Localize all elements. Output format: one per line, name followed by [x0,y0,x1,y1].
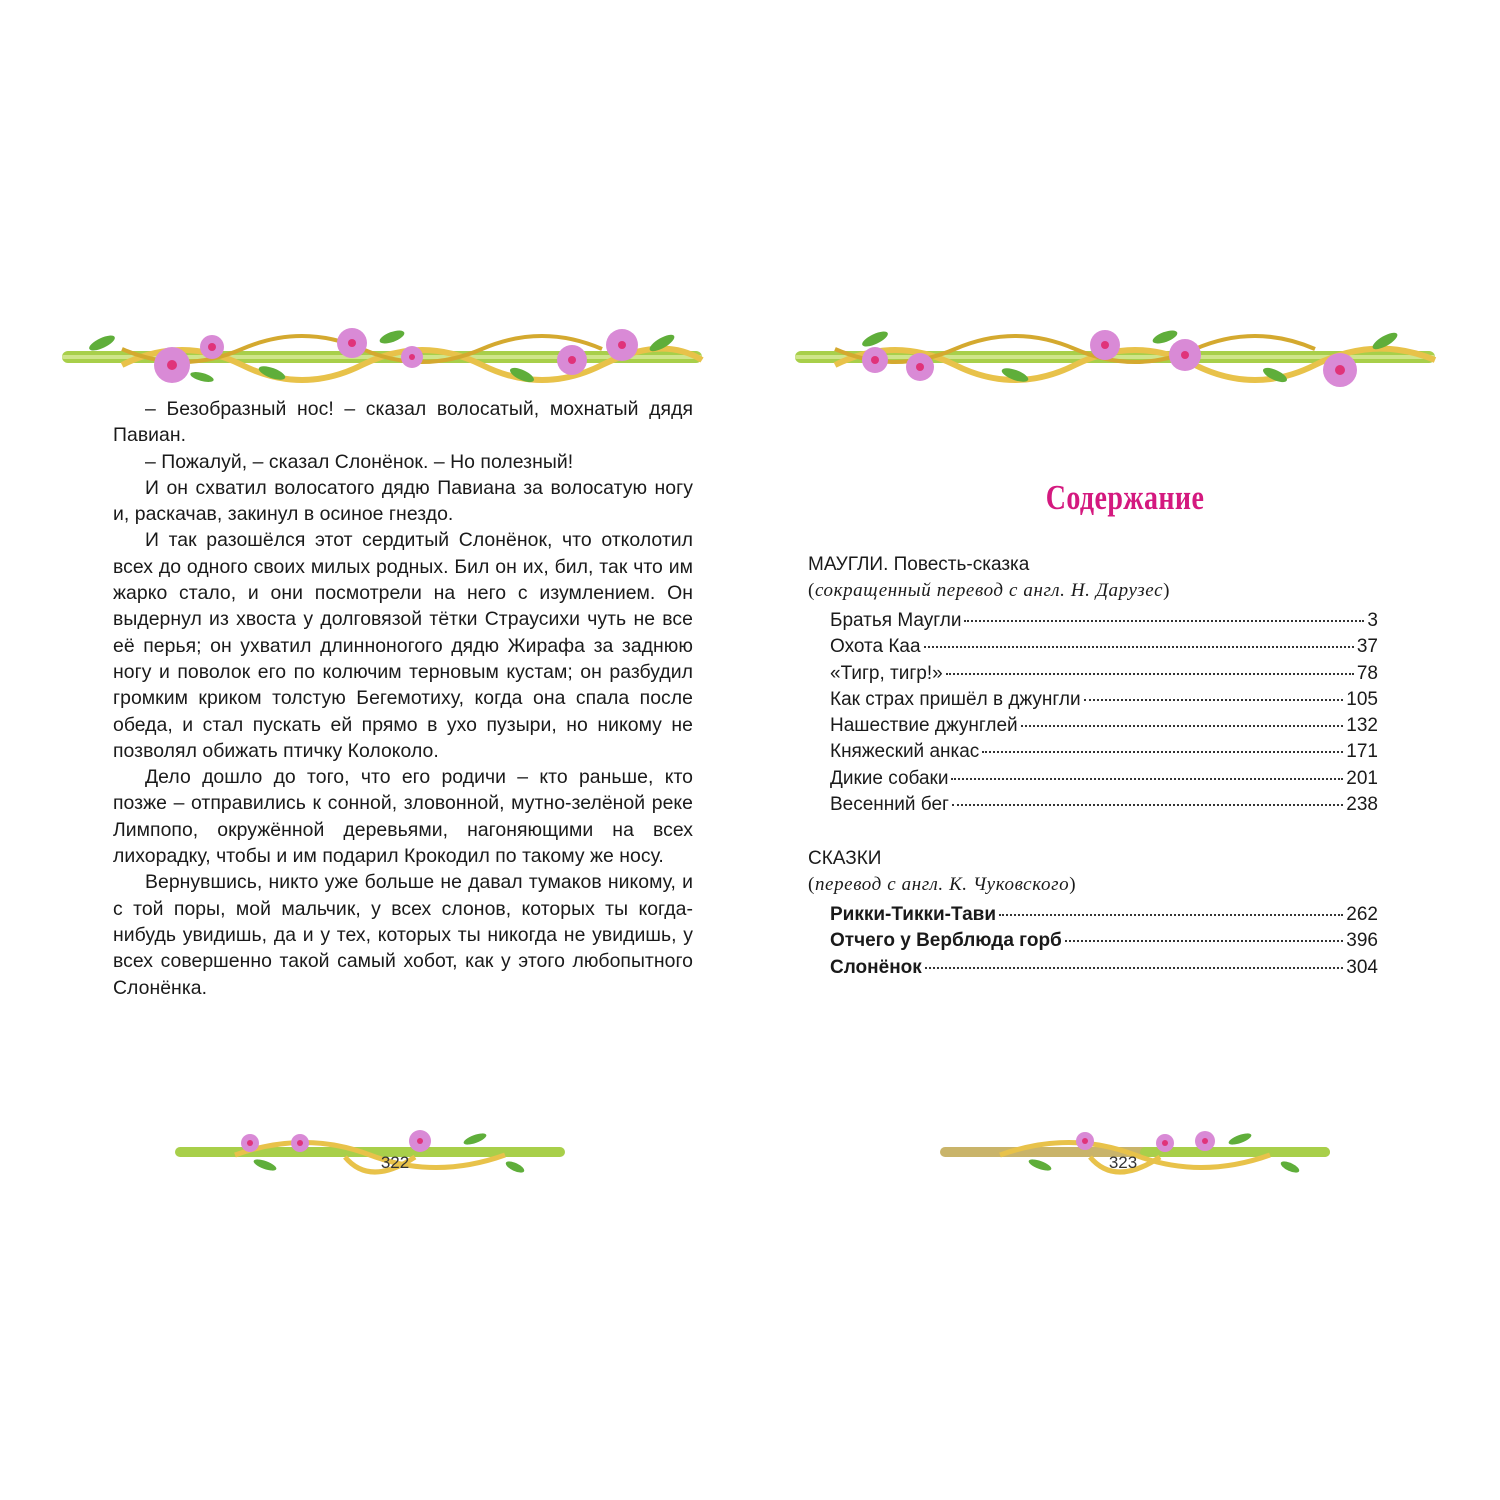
toc-list [830,608,1378,818]
toc-entry[interactable]: «Тигр, тигр!» 78 [830,662,1378,684]
paragraph: И так разошёлся этот сердитый Слонёнок, что отколотил всех до одного своих милых родных. Бил он их, бил, так что им жарко стало, и они посмотрели на него с изумлением. Он выдернул из хвоста у долговязой тётки Страусихи чуть не все её перья; он ухватил длинноногого дядю Жирафа за заднюю ногу и поволок его по колючим терновым кустам; он разбудил громким криком толстую Бегемотиху, когда она спала после обеда, и стал пускать ей прямо в ухо пузыри, но никому не позволял обижать птичку Колоколо. [113,529,693,762]
paragraph: Вернувшись, никто уже больше не давал тумаков никому, и с той поры, мой мальчик, у всех слонов, которых ты когда-нибудь увидишь, да и у тех, которых ты никогда не увидишь, у всех совершенно такой самый хобот, как у этого любопытного Слонёнка. [113,871,693,999]
toc-entry[interactable]: Весенний бег 238 [830,794,1378,816]
paragraph: – Пожалуй, – сказал Слонёнок. – Но полезный! [145,450,574,473]
story-text [113,396,693,1001]
toc-entry[interactable]: Нашествие джунглей 132 [830,715,1378,737]
top-vine-decoration-left [62,315,702,390]
page-number: 322 [380,1153,410,1172]
toc-entry[interactable]: Братья Маугли 3 [830,610,1378,631]
toc-section-tales [808,846,1378,981]
toc-section-mowgli [808,552,1378,818]
paragraph: – Безобразный нос! – сказал волосатый, мохнатый дядя Павиан. [113,398,693,447]
section-heading: СКАЗКИ [808,848,882,869]
section-heading: МАУГЛИ. Повесть-сказка [808,554,1030,575]
toc-list [830,902,1378,981]
toc-entry[interactable]: Отчего у Верблюда горб 396 [830,930,1378,952]
section-subtitle: (перевод с англ. К. Чуковского) [808,874,1077,895]
top-vine-decoration-right [795,315,1435,390]
paragraph: И он схватил волосатого дядю Павиана за волосатую ногу и, раскачав, закинул в осиное гнездо. [113,476,693,526]
toc-entry[interactable]: Дикие собаки 201 [830,767,1378,789]
toc-entry[interactable]: Княжеский анкас 171 [830,741,1378,763]
toc-entry[interactable]: Слонёнок 304 [830,956,1378,978]
page-number: 323 [1108,1153,1138,1172]
toc-entry[interactable]: Рикки-Тикки-Тави 262 [830,904,1378,925]
toc-entry[interactable]: Как страх пришёл в джунгли 105 [830,688,1378,710]
section-subtitle: (сокращенный перевод с англ. Н. Дарузес) [808,580,1171,601]
toc-title: Содержание [1045,478,1205,517]
paragraph: Дело дошло до того, что его родичи – кто раньше, кто позже – отправились к сонной, зловонной, мутно-зелёной реке Лимпопо, окружённой деревьями, нагоняющими на всех лихорадку, чтобы и им подарил Крокодил по такому же носу. [113,766,693,868]
right-page [750,0,1500,1500]
toc-entry[interactable]: Охота Каа 37 [830,636,1378,658]
